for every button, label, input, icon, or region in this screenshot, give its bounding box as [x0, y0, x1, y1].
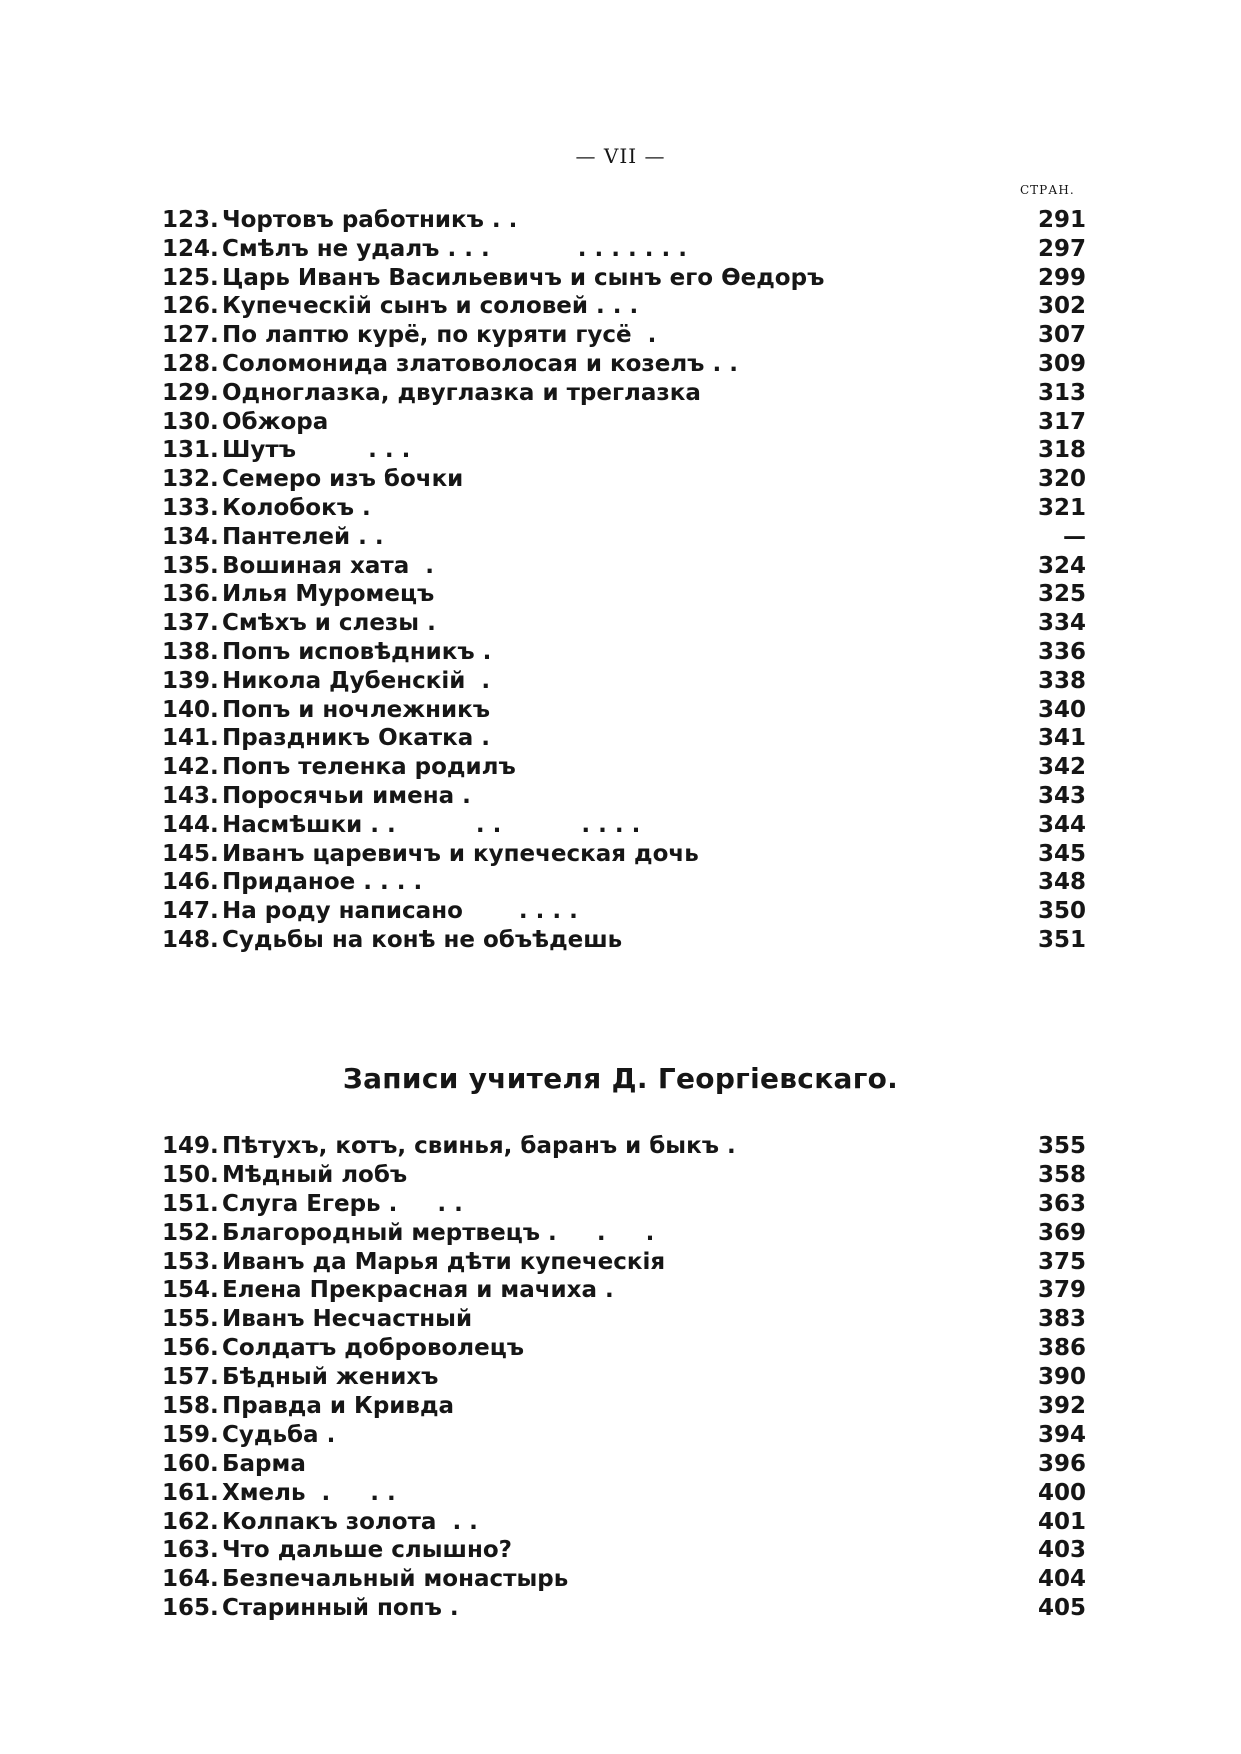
- entry-page: 325: [1037, 581, 1086, 608]
- contents-entry: [162, 811, 1086, 840]
- entry-title: Пѣтухъ, котъ, свинья, баранъ и быкъ .: [222, 1133, 736, 1159]
- entry-title: Семеро изъ бочки: [222, 466, 464, 493]
- contents-entry: [162, 696, 1086, 725]
- entry-title: Иванъ Несчастный: [222, 1306, 473, 1333]
- entry-number: 129.: [162, 379, 219, 406]
- entry-number: 123.: [162, 207, 219, 233]
- contents-entry: [162, 782, 1086, 811]
- contents-entry: [162, 868, 1086, 897]
- entry-number: 146.: [162, 869, 219, 896]
- entry-page: 350: [1037, 898, 1086, 925]
- contents-list-part-1: [162, 206, 1086, 955]
- entry-title: Иванъ царевичъ и купеческая дочь: [222, 840, 699, 867]
- contents-entry: [162, 1276, 1086, 1305]
- entry-page: 344: [1037, 811, 1086, 838]
- entry-title: Старинный попъ .: [222, 1595, 459, 1622]
- contents-entry: [162, 292, 1086, 321]
- entry-number: 155.: [162, 1306, 219, 1333]
- contents-entry: [162, 840, 1086, 869]
- contents-entry: [162, 436, 1086, 465]
- entry-title: Купеческій сынъ и соловей . . .: [222, 293, 639, 320]
- entry-number: 136.: [162, 581, 219, 608]
- contents-entry: [162, 1565, 1086, 1594]
- entry-number: 124.: [162, 235, 219, 262]
- contents-entry: [162, 609, 1086, 638]
- entry-number: 133.: [162, 494, 219, 521]
- entry-number: 150.: [162, 1161, 219, 1188]
- contents-entry: [162, 264, 1086, 293]
- entry-number: 140.: [162, 696, 219, 723]
- contents-entry: [162, 465, 1086, 494]
- contents-entry: [162, 667, 1086, 696]
- entry-title: Обжора: [222, 408, 329, 435]
- entry-title: Попъ теленка родилъ: [222, 754, 516, 781]
- entry-page: 401: [1037, 1508, 1086, 1535]
- entry-number: 151.: [162, 1190, 219, 1217]
- page-number: — VII —: [575, 144, 666, 168]
- entry-number: 148.: [162, 926, 219, 953]
- contents-entry: [162, 235, 1086, 264]
- entry-number: 154.: [162, 1277, 219, 1304]
- contents-entry: [162, 1190, 1086, 1219]
- entry-page: 379: [1037, 1277, 1086, 1304]
- entry-title: Соломонида златоволосая и козелъ . .: [222, 350, 738, 377]
- entry-title: Смѣхъ и слезы .: [222, 610, 436, 637]
- contents-entry: [162, 379, 1086, 408]
- entry-page: 313: [1037, 379, 1086, 406]
- entry-page: 320: [1037, 466, 1086, 493]
- entry-title: Попъ исповѣдникъ .: [222, 638, 492, 665]
- entry-page: 317: [1037, 408, 1086, 435]
- contents-entry: [162, 1421, 1086, 1450]
- entry-title: По лаптю курё, по куряти гусё .: [222, 322, 657, 349]
- entry-page: 291: [1037, 207, 1086, 233]
- contents-entry: [162, 897, 1086, 926]
- entry-title: Бѣдный женихъ: [222, 1364, 439, 1391]
- contents-entry: [162, 1392, 1086, 1421]
- entry-number: 163.: [162, 1537, 219, 1564]
- entry-number: 160.: [162, 1450, 219, 1477]
- entry-number: 162.: [162, 1508, 219, 1535]
- contents-entry: [162, 494, 1086, 523]
- entry-number: 125.: [162, 264, 219, 291]
- entry-title: Что дальше слышно?: [222, 1537, 512, 1564]
- entry-title: Поросячьи имена .: [222, 782, 471, 809]
- contents-entry: [162, 753, 1086, 782]
- contents-entry: [162, 1536, 1086, 1565]
- entry-title: Иванъ да Марья дѣти купеческія: [222, 1248, 666, 1275]
- contents-entry: [162, 1161, 1086, 1190]
- entry-title: Барма: [222, 1450, 306, 1477]
- entry-number: 156.: [162, 1335, 219, 1362]
- entry-title: Судьбы на конѣ не объѣдешь: [222, 926, 623, 953]
- entry-number: 142.: [162, 754, 219, 781]
- entry-title: Никола Дубенскій .: [222, 667, 491, 694]
- entry-number: 139.: [162, 667, 219, 694]
- entry-page: 307: [1037, 322, 1086, 349]
- contents-entry: [162, 1594, 1086, 1623]
- entry-page: 403: [1037, 1537, 1086, 1564]
- entry-page: 358: [1037, 1161, 1086, 1188]
- entry-page: 390: [1037, 1364, 1086, 1391]
- entry-number: 145.: [162, 840, 219, 867]
- entry-page: 369: [1037, 1219, 1086, 1246]
- entry-number: 130.: [162, 408, 219, 435]
- entry-page: 355: [1037, 1133, 1086, 1159]
- entry-title: Приданое . . . .: [222, 869, 423, 896]
- entry-number: 138.: [162, 638, 219, 665]
- entry-number: 127.: [162, 322, 219, 349]
- entry-title: Мѣдный лобъ: [222, 1161, 408, 1188]
- entry-page: 396: [1037, 1450, 1086, 1477]
- entry-number: 137.: [162, 610, 219, 637]
- entry-title: Безпечальный монастырь: [222, 1566, 569, 1593]
- entry-title: Чортовъ работникъ . .: [222, 207, 518, 233]
- entry-title: Попъ и ночлежникъ: [222, 696, 491, 723]
- contents-entry: [162, 926, 1086, 955]
- contents-entry: [162, 638, 1086, 667]
- entry-page: 345: [1037, 840, 1086, 867]
- entry-number: 131.: [162, 437, 219, 464]
- entry-page: 341: [1037, 725, 1086, 752]
- entry-page: 340: [1037, 696, 1086, 723]
- entry-title: Вошиная хата .: [222, 552, 435, 579]
- entry-title: Шутъ . . .: [222, 437, 411, 464]
- entry-page: 321: [1037, 494, 1086, 521]
- entry-title: Колпакъ золота . .: [222, 1508, 478, 1535]
- entry-number: 135.: [162, 552, 219, 579]
- entry-number: 144.: [162, 811, 219, 838]
- entry-number: 158.: [162, 1393, 219, 1420]
- entry-title: Колобокъ .: [222, 494, 371, 521]
- entry-number: 147.: [162, 898, 219, 925]
- entry-page: 338: [1037, 667, 1086, 694]
- contents-entry: [162, 321, 1086, 350]
- entry-page: 334: [1037, 610, 1086, 637]
- entry-number: 153.: [162, 1248, 219, 1275]
- entry-number: 132.: [162, 466, 219, 493]
- entry-page: —: [1063, 523, 1086, 550]
- entry-number: 157.: [162, 1364, 219, 1391]
- entry-title: Праздникъ Окатка .: [222, 725, 490, 752]
- entry-page: 351: [1037, 926, 1086, 953]
- entry-number: 141.: [162, 725, 219, 752]
- contents-entry: [162, 1132, 1086, 1161]
- entry-number: 126.: [162, 293, 219, 320]
- entry-title: Правда и Кривда: [222, 1393, 455, 1420]
- contents-entry: [162, 1450, 1086, 1479]
- entry-page: 400: [1037, 1479, 1086, 1506]
- entry-page: 299: [1037, 264, 1086, 291]
- entry-page: 405: [1037, 1595, 1086, 1622]
- entry-number: 134.: [162, 523, 219, 550]
- entry-page: 394: [1037, 1421, 1086, 1448]
- section-heading: Записи учителя Д. Георгіевскаго.: [342, 1062, 899, 1095]
- entry-number: 149.: [162, 1133, 219, 1159]
- entry-title: Слуга Егерь . . .: [222, 1190, 463, 1217]
- entry-title: Одноглазка, двуглазка и треглазка: [222, 379, 701, 406]
- contents-entry: [162, 1334, 1086, 1363]
- entry-title: Благородный мертвецъ . . .: [222, 1219, 655, 1246]
- entry-page: 343: [1037, 782, 1086, 809]
- contents-entry: [162, 206, 1086, 235]
- entry-number: 152.: [162, 1219, 219, 1246]
- entry-page: 383: [1037, 1306, 1086, 1333]
- contents-entry: [162, 724, 1086, 753]
- entry-title: Насмѣшки . . . . . . . .: [222, 811, 641, 838]
- entry-number: 165.: [162, 1595, 219, 1622]
- entry-title: Царь Иванъ Васильевичъ и сынъ его Ѳедоръ: [222, 264, 825, 291]
- entry-number: 159.: [162, 1421, 219, 1448]
- entry-title: Елена Прекрасная и мачиха .: [222, 1277, 614, 1304]
- entry-page: 404: [1037, 1566, 1086, 1593]
- entry-number: 164.: [162, 1566, 219, 1593]
- contents-entry: [162, 1248, 1086, 1277]
- entry-title: Хмель . . .: [222, 1479, 396, 1506]
- entry-title: Пантелей . .: [222, 523, 384, 550]
- contents-entry: [162, 1219, 1086, 1248]
- contents-entry: [162, 1363, 1086, 1392]
- contents-entry: [162, 350, 1086, 379]
- contents-entry: [162, 523, 1086, 552]
- page-column-header: СТРАН.: [1020, 183, 1075, 197]
- entry-page: 302: [1037, 293, 1086, 320]
- entry-page: 309: [1037, 350, 1086, 377]
- entry-number: 161.: [162, 1479, 219, 1506]
- contents-entry: [162, 408, 1086, 437]
- contents-entry: [162, 1305, 1086, 1334]
- entry-number: 143.: [162, 782, 219, 809]
- entry-title: Судьба .: [222, 1421, 336, 1448]
- entry-page: 386: [1037, 1335, 1086, 1362]
- entry-page: 348: [1037, 869, 1086, 896]
- entry-title: Солдатъ доброволецъ: [222, 1335, 525, 1362]
- entry-page: 342: [1037, 754, 1086, 781]
- contents-list-part-2: [162, 1132, 1086, 1623]
- entry-title: Илья Муромецъ: [222, 581, 435, 608]
- entry-page: 336: [1037, 638, 1086, 665]
- entry-page: 375: [1037, 1248, 1086, 1275]
- entry-title: На роду написано . . . .: [222, 898, 578, 925]
- contents-entry: [162, 1508, 1086, 1537]
- entry-title: Смѣлъ не удалъ . . . . . . . . . .: [222, 235, 687, 262]
- entry-number: 128.: [162, 350, 219, 377]
- entry-page: 392: [1037, 1393, 1086, 1420]
- entry-page: 363: [1037, 1190, 1086, 1217]
- entry-page: 318: [1037, 437, 1086, 464]
- contents-entry: [162, 552, 1086, 581]
- entry-page: 297: [1037, 235, 1086, 262]
- contents-entry: [162, 580, 1086, 609]
- entry-page: 324: [1037, 552, 1086, 579]
- contents-entry: [162, 1479, 1086, 1508]
